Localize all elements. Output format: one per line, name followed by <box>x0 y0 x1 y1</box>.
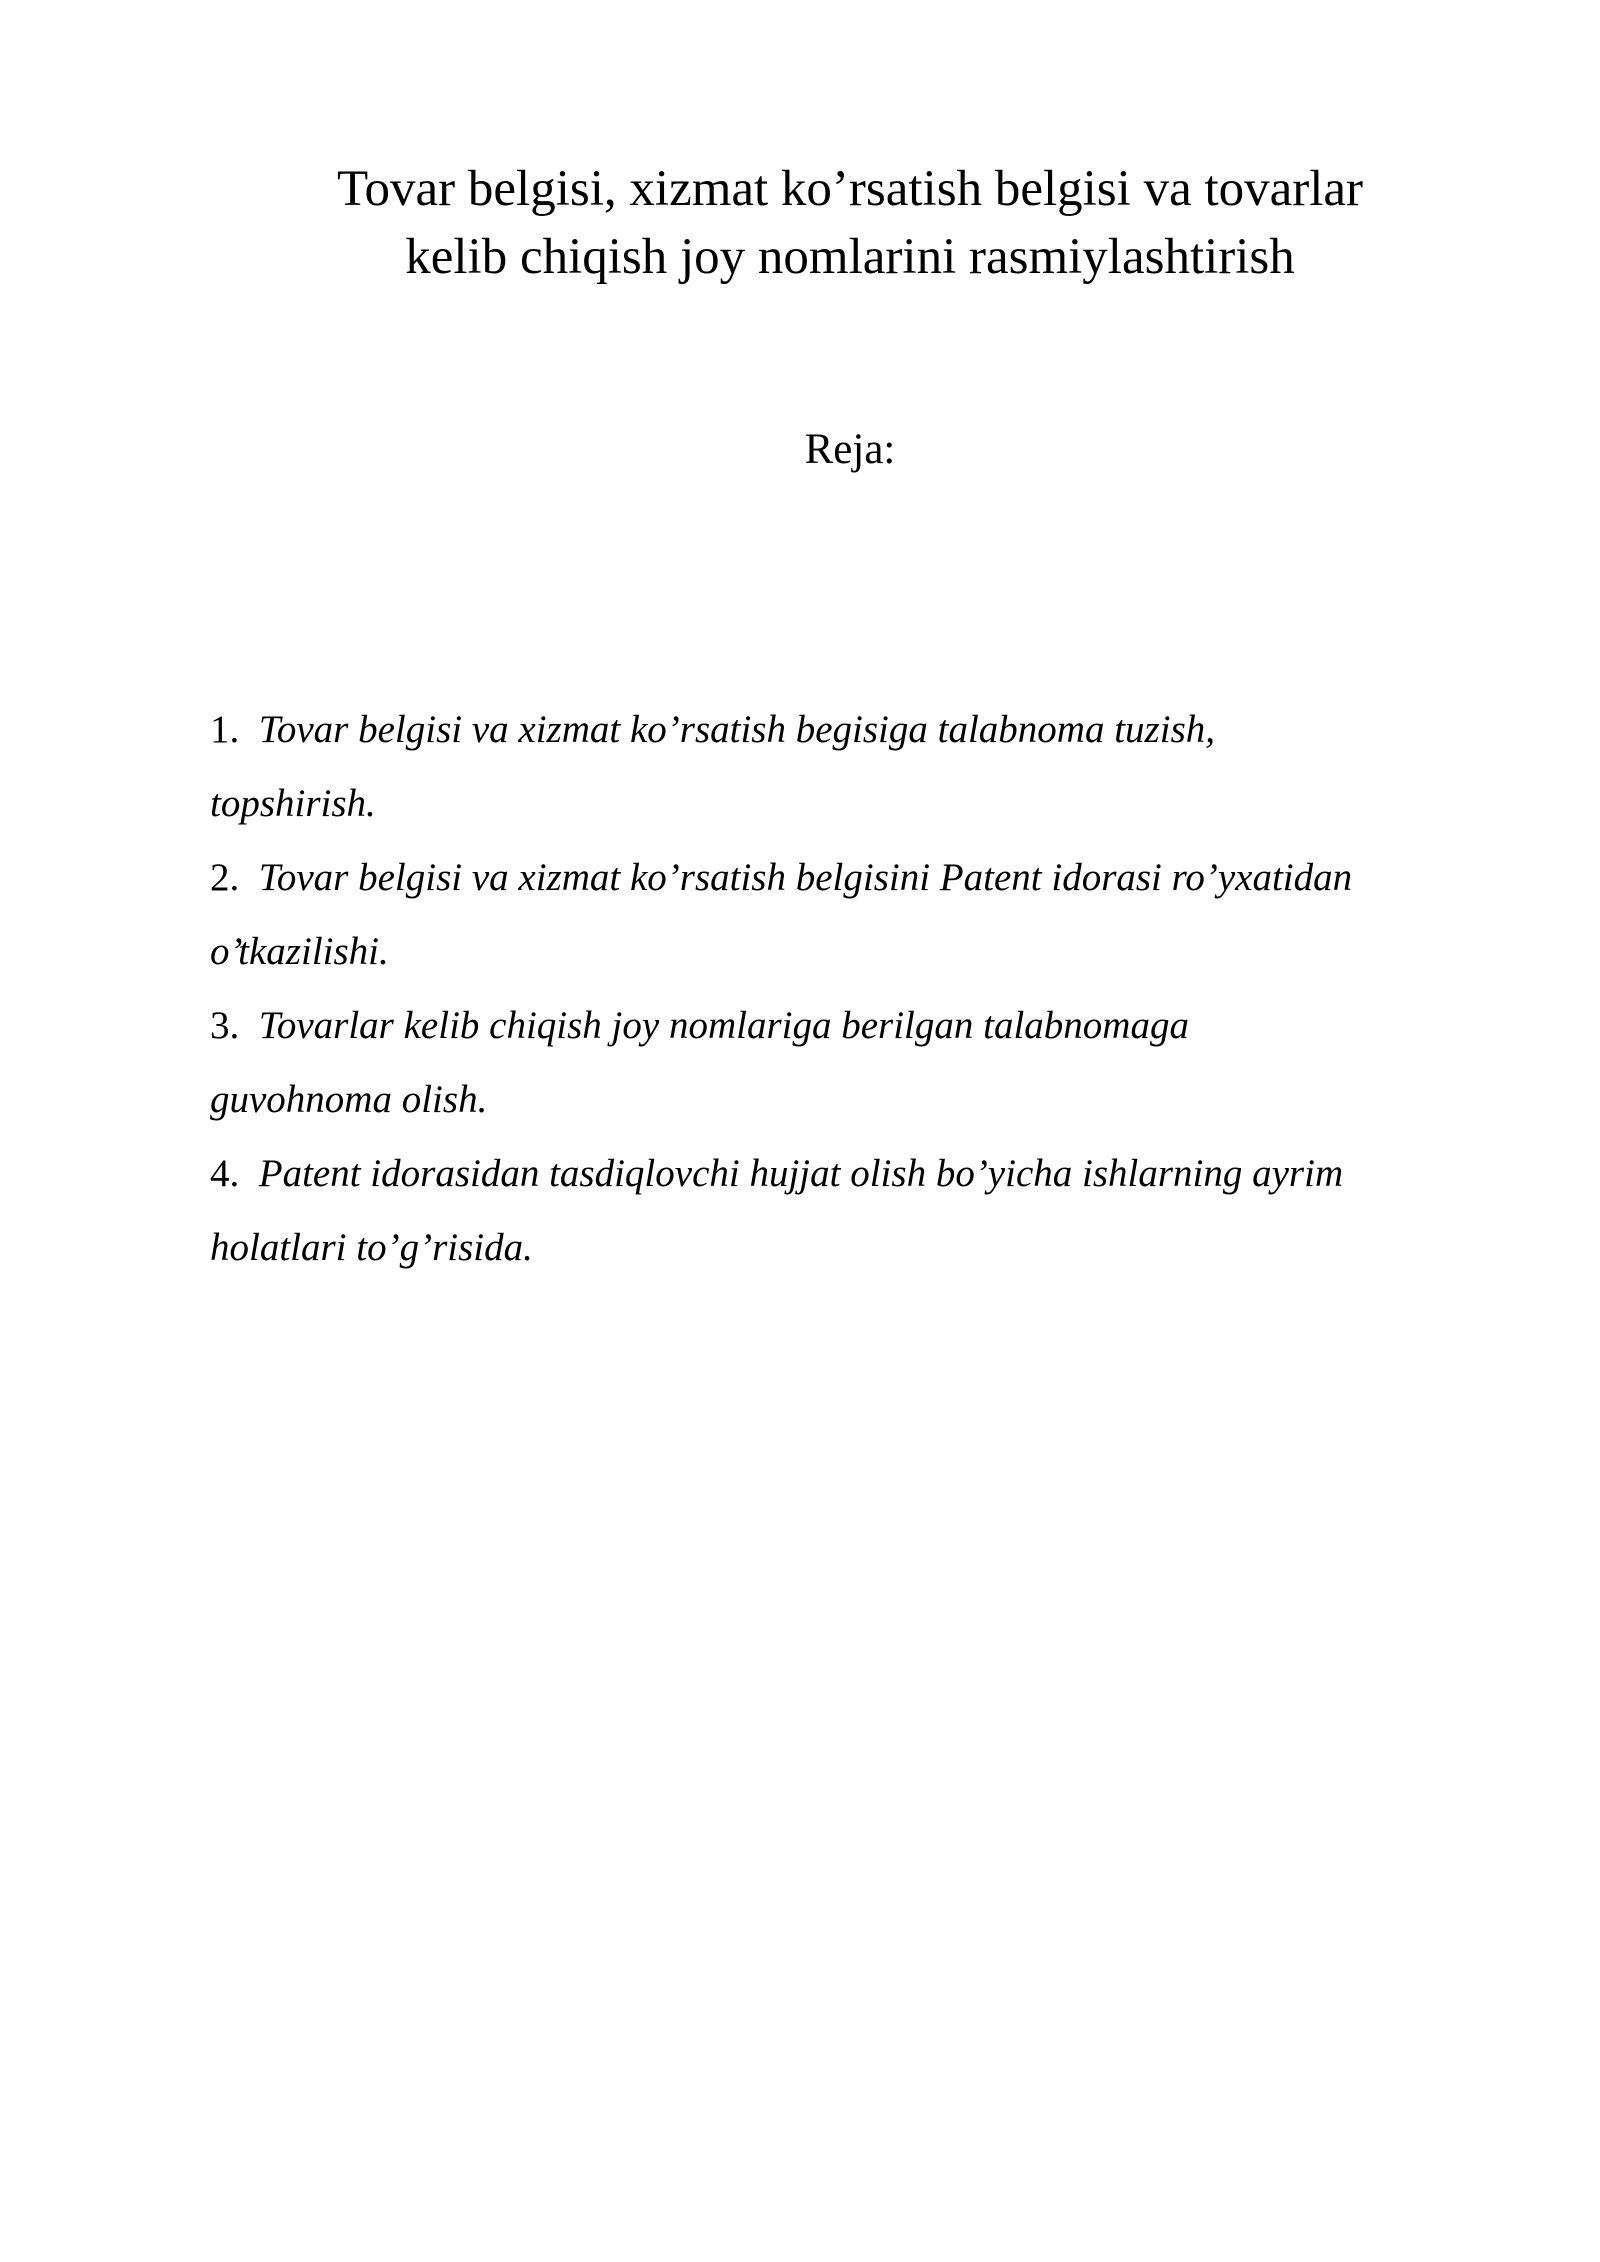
plan-item-text: Tovar belgisi va xizmat ko’rsatish belgisini Patent idorasi ro’yxatidan <box>258 856 1353 899</box>
plan-item-text-continued: o’tkazilishi. <box>210 930 389 973</box>
title-line-2: kelib chiqish joy nomlarini rasmiylashtirish <box>405 229 1295 285</box>
plan-item-text: Patent idorasidan tasdiqlovchi hujjat olish bo’yicha ishlarning ayrim <box>258 1152 1344 1195</box>
plan-heading: Reja: <box>804 426 896 473</box>
plan-item-text-continued: guvohnoma olish. <box>210 1078 488 1121</box>
plan-item-number: 1. <box>210 708 240 751</box>
plan-item-4 <box>210 1137 1510 1285</box>
plan-item-text-continued: topshirish. <box>210 782 376 825</box>
plan-item-text: Tovarlar kelib chiqish joy nomlariga berilgan talabnomaga <box>258 1004 1189 1047</box>
title-line-1: Tovar belgisi, xizmat ko’rsatish belgisi va tovarlar <box>336 161 1364 217</box>
plan-item-number: 4. <box>210 1152 240 1195</box>
plan-item-3 <box>210 989 1510 1137</box>
plan-item-number: 2. <box>210 856 240 899</box>
plan-item-1 <box>210 693 1510 841</box>
plan-list <box>210 693 1510 1285</box>
plan-item-number: 3. <box>210 1004 240 1047</box>
plan-item-2 <box>210 841 1510 989</box>
plan-item-text: Tovar belgisi va xizmat ko’rsatish begisiga talabnoma tuzish, <box>258 708 1215 751</box>
plan-item-text-continued: holatlari to’g’risida. <box>210 1226 533 1269</box>
document-title <box>200 155 1500 291</box>
